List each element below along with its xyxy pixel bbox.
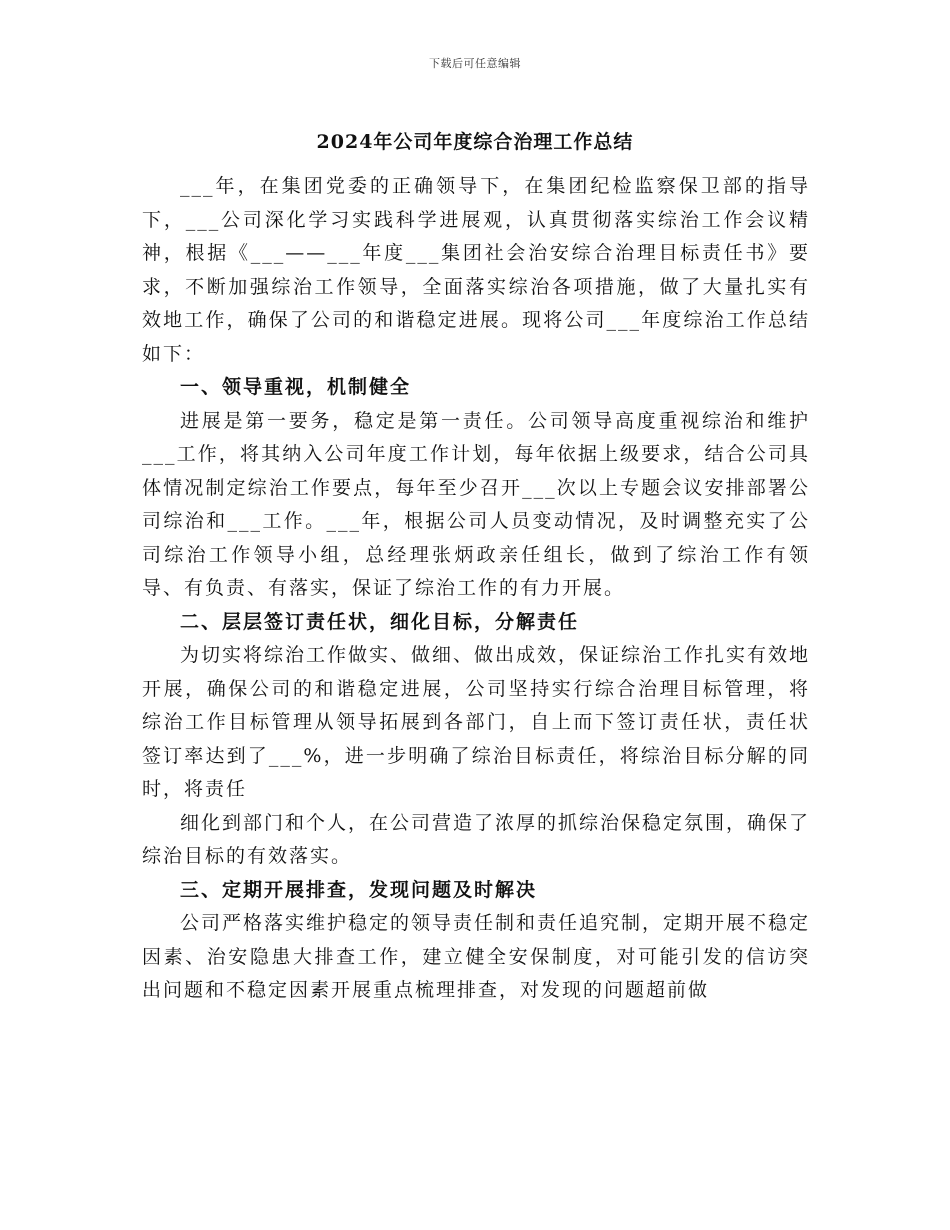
document-body [142, 170, 810, 1008]
section-heading-3: 三、定期开展排查，发现问题及时解决 [180, 878, 538, 901]
intro-paragraph: ___年，在集团党委的正确领导下，在集团纪检监察保卫部的指导下，___公司深化学习实践科学进展观，认真贯彻落实综治工作会议精神，根据《___——___年度___集团社会治安综合治理目标责任书》要求，不断加强综治工作领导，全面落实综治各项措施，做了大量扎实有效地工作，确保了公司的和谐稳定进展。现将公司___年度综治工作总结如下： [142, 175, 810, 365]
header-note: 下载后可任意编辑 [429, 57, 521, 70]
section-3-paragraph: 公司严格落实维护稳定的领导责任制和责任追究制，定期开展不稳定因素、治安隐患大排查工作，建立健全安保制度，对可能引发的信访突出问题和不稳定因素开展重点梳理排查，对发现的问题超前做 [142, 912, 811, 1001]
section-1-paragraph: 进展是第一要务，稳定是第一责任。公司领导高度重视综治和维护___工作，将其纳入公司年度工作计划，每年依据上级要求，结合公司具体情况制定综治工作要点，每年至少召开___次以上专题会议安排部署公司综治和___工作。___年，根据公司人员变动情况，及时调整充实了公司综治工作领导小组，总经理张炳政亲任组长，做到了综治工作有领导、有负责、有落实，保证了综治工作的有力开展。 [142, 409, 810, 599]
section-2-paragraph-continued: 细化到部门和个人，在公司营造了浓厚的抓综治保稳定氛围，确保了综治目标的有效落实。 [142, 811, 811, 867]
section-heading-2: 二、层层签订责任状，细化目标，分解责任 [180, 610, 580, 633]
document-title: 2024年公司年度综合治理工作总结 [316, 131, 634, 153]
section-2-paragraph: 为切实将综治工作做实、做细、做出成效，保证综治工作扎实有效地开展，确保公司的和谐稳定进展，公司坚持实行综合治理目标管理，将综治工作目标管理从领导拓展到各部门，自上而下签订责任状，责任状签订率达到了___%，进一步明确了综治目标责任，将综治目标分解的同时，将责任 [142, 644, 811, 800]
section-heading-1: 一、领导重视，机制健全 [180, 376, 412, 398]
